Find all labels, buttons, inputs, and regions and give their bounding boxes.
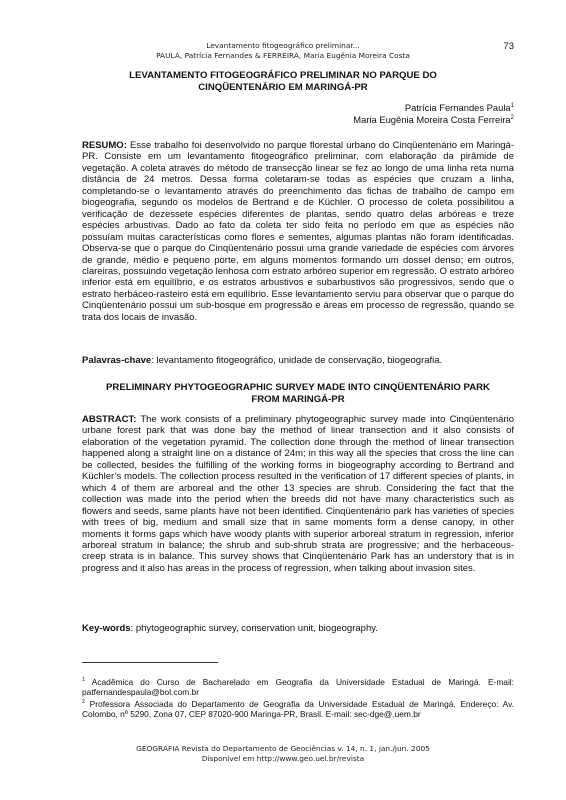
abstract-paragraph <box>82 414 514 574</box>
footnote-2 <box>82 697 514 720</box>
author-2-mark: 2 <box>510 114 514 121</box>
author-1 <box>405 102 514 113</box>
footnote-2-text: Professora Associada do Departamento de Geografia da Universidade Estadual de Maringá. Endereço: Av. Colombo, nº 5290, Zona 07, CEP 87020-900 Maringa-PR, Brasil. E-mail: sec-dge@.uem.br <box>82 698 514 720</box>
resumo-paragraph <box>82 140 514 323</box>
abstract-text: The work consists of a preliminary phytogeographic survey made into Cinqüentenário urbane forest park that was done bay the method of linear transection and it also consists of elaboration of the vegetation pyramid. The collection done through the method of linear transection happened along a straight line on a distance of 24m; in this way all the species that cross the line can be collected, besides the fulfilling of the working forms in biogeography according to Bertrand and Küchler’s models. The collection process resulted in the verification of 17 different species of plants, in which 4 of them are arboreal and the other 13 species are shrub. Considering the fact that the collection was made into the period when the breeds did not have many characteristics such as flowers and seeds, same plants have not been identified. Cinqüentenário park has varieties of species with trees of big, medium and small size that in same moments form a dense canopy, in other moments it forms gaps which have woody plants with superior arboreal stratum in regression, inferior arboreal stratum in balance; the shrub and sub-shrub strata are progressive; and the herbaceous-creep strata is in balance. This survey shows that Cinqüentenário Park has an understory that is in progress and it also has areas in the process of regression, when talking about invasion sites. <box>82 414 514 574</box>
author-2 <box>353 114 514 125</box>
title-portuguese <box>110 70 456 94</box>
title-english <box>82 382 514 406</box>
journal-footer-citation: GEOGRAFIA Revista do Departamento de Geociências v. 14, n. 1, jan./jun. 2005 <box>136 744 430 753</box>
journal-footer-url: Disponível em http://www.geo.uel.br/revista <box>201 754 365 763</box>
palavras-chave-label: Palavras-chave <box>82 355 152 366</box>
footnote-1 <box>82 675 514 698</box>
running-header-authors: PAULA, Patrícia Fernandes & FERREIRA, Maria Eugênia Moreira Costa <box>156 51 410 60</box>
author-1-mark: 1 <box>510 102 514 109</box>
resumo-text: Esse trabalho foi desenvolvido no parque florestal urbano do Cinqüentenário em Maringá-PR. Consiste em um levantamento fitogeográfico preliminar, com elaboração da pirâmide de vegetação. A coleta através do método de transecção linear se fez ao longo de uma linha reta numa distância de 24 metros. Dessa forma coletaram-se todas as espécies que cruzam a linha, completando-se o levantamento através do preenchimento das fichas de trabalho de campo em biogeografia, segundo os modelos de Bertrand e de Küchler. O processo de coleta possibilitou a verificação de dezessete espécies diferentes de plantas, sendo quatro delas arbóreas e treze espécies arbustivas. Dado ao fato da coleta ter sido feita no período em que as espécies não possuíam muitas características como flores e sementes, algumas plantas não foram identificadas. Observa-se que o parque do Cinqüentenário possui uma grande variedade de espécies com árvores de grande, médio e pequeno porte, em alguns momentos formando um dossel denso; em outros, clareiras, possuindo vegetação lenhosa com estrato arbóreo superior em regressão. O estrato arbóreo inferior está em equilíbrio, e os estratos arbustivos e subarbustivos são progressivos, sendo que o estrato herbáceo-rasteiro está em equilíbrio. Esse levantamento serviu para observar que o parque do Cinqüentenário possui um sub-bosque em progressão e áreas em processo de regressão, quando se trata dos locais de invasão. <box>82 140 514 323</box>
keywords-paragraph <box>82 623 514 634</box>
footnote-divider <box>82 662 218 663</box>
author-2-name: Maria Eugênia Moreira Costa Ferreira <box>353 114 511 125</box>
footnote-1-text: Acadêmica do Curso de Bacharelado em Geografia da Universidade Estadual de Maringá. E-mail: patfernandespaula@bol.com.br <box>82 676 514 698</box>
title-en-line2: FROM MARINGÁ-PR <box>251 394 345 405</box>
palavras-chave-text: : levantamento fitogeográfico, unidade de conservação, biogeografia. <box>151 355 443 366</box>
footnote-1-mark: 1 <box>82 677 86 683</box>
resumo-label: RESUMO: <box>82 140 127 151</box>
running-header-title: Levantamento fitogeográfico preliminar... <box>206 41 360 50</box>
author-1-name: Patrícia Fernandes Paula <box>404 102 511 113</box>
keywords-label: Key-words <box>82 623 131 634</box>
title-pt-line2: CINQÜENTENÁRIO EM MARINGÁ-PR <box>198 82 368 93</box>
abstract-label: ABSTRACT: <box>82 414 137 425</box>
footnote-2-mark: 2 <box>82 699 86 705</box>
keywords-text: : phytogeographic survey, conservation unit, biogeography. <box>130 623 378 634</box>
palavras-chave-paragraph <box>82 355 514 366</box>
title-en-line1: PRELIMINARY PHYTOGEOGRAPHIC SURVEY MADE INTO CINQÜENTENÁRIO PARK <box>106 382 490 393</box>
title-pt-line1: LEVANTAMENTO FITOGEOGRÁFICO PRELIMINAR NO PARQUE DO <box>129 70 437 81</box>
page-number: 73 <box>503 41 514 52</box>
